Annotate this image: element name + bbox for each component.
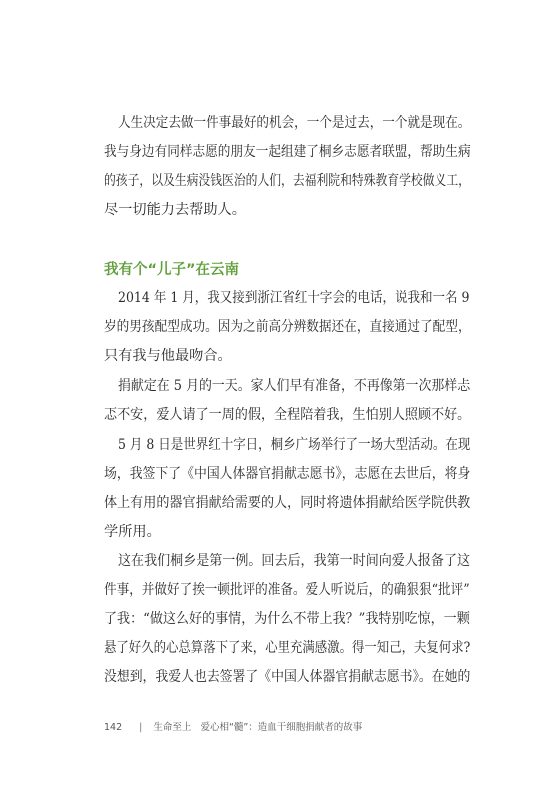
- page-number: 142: [104, 722, 123, 733]
- paragraph-line: 体上有用的器官捐献给需要的人，同时将遗体捐献给医学院供教: [104, 495, 471, 511]
- paragraph-line: 尽一切能力去帮助人。: [104, 202, 246, 218]
- paragraph-line: 我与身边有同样志愿的朋友一起组建了桐乡志愿者联盟，帮助生病: [104, 144, 471, 160]
- paragraph-line: 岁的男孩配型成功。因为之前高分辨数据还在，直接通过了配型，: [104, 319, 471, 335]
- paragraph-line: 没想到，我爱人也去签署了《中国人体器官捐献志愿书》。在她的: [104, 669, 471, 685]
- paragraph-line: 只有我与他最吻合。: [104, 348, 232, 364]
- paragraph-line: 学所用。: [104, 524, 161, 540]
- paragraph-line: 人生决定去做一件事最好的机会，一个是过去，一个就是现在。: [118, 115, 471, 131]
- paragraph-line: 悬了好久的心总算落下了来，心里充满感激。得一知己，夫复何求?: [104, 640, 471, 656]
- paragraph-line: 捐献定在 5 月的一天。家人们早有准备，不再像第一次那样忐: [118, 378, 471, 394]
- paragraph-line: 2014 年 1 月，我又接到浙江省红十字会的电话，说我和一名 9: [118, 290, 470, 306]
- paragraph-line: 忑不安，爱人请了一周的假，全程陪着我，生怕别人照顾不好。: [104, 407, 471, 423]
- paragraph-line: 这在我们桐乡是第一例。回去后，我第一时间向爱人报备了这: [118, 553, 471, 569]
- paragraph-line: 的孩子，以及生病没钱医治的人们，去福利院和特殊教育学校做义工，: [104, 173, 470, 189]
- book-title: 生命至上: [153, 722, 192, 733]
- chapter-title: 爱心相“髓”：造血干细胞捐献者的故事: [200, 722, 363, 733]
- paragraph-line: 件事，并做好了挨一顿批评的准备。爱人听说后，的确狠狠“批评”: [104, 582, 470, 598]
- section-heading: 我有个“儿子”在云南: [104, 262, 240, 278]
- paragraph-line: 5 月 8 日是世界红十字日，桐乡广场举行了一场大型活动。在现: [118, 437, 471, 453]
- paragraph-line: 场，我签下了《中国人体器官捐献志愿书》，志愿在去世后，将身: [104, 466, 471, 482]
- paragraph-line: 了我：“做这么好的事情，为什么不带上我？”我特别吃惊，一颗: [104, 611, 470, 627]
- footer-separator: |: [139, 722, 143, 733]
- page-footer: [104, 719, 368, 733]
